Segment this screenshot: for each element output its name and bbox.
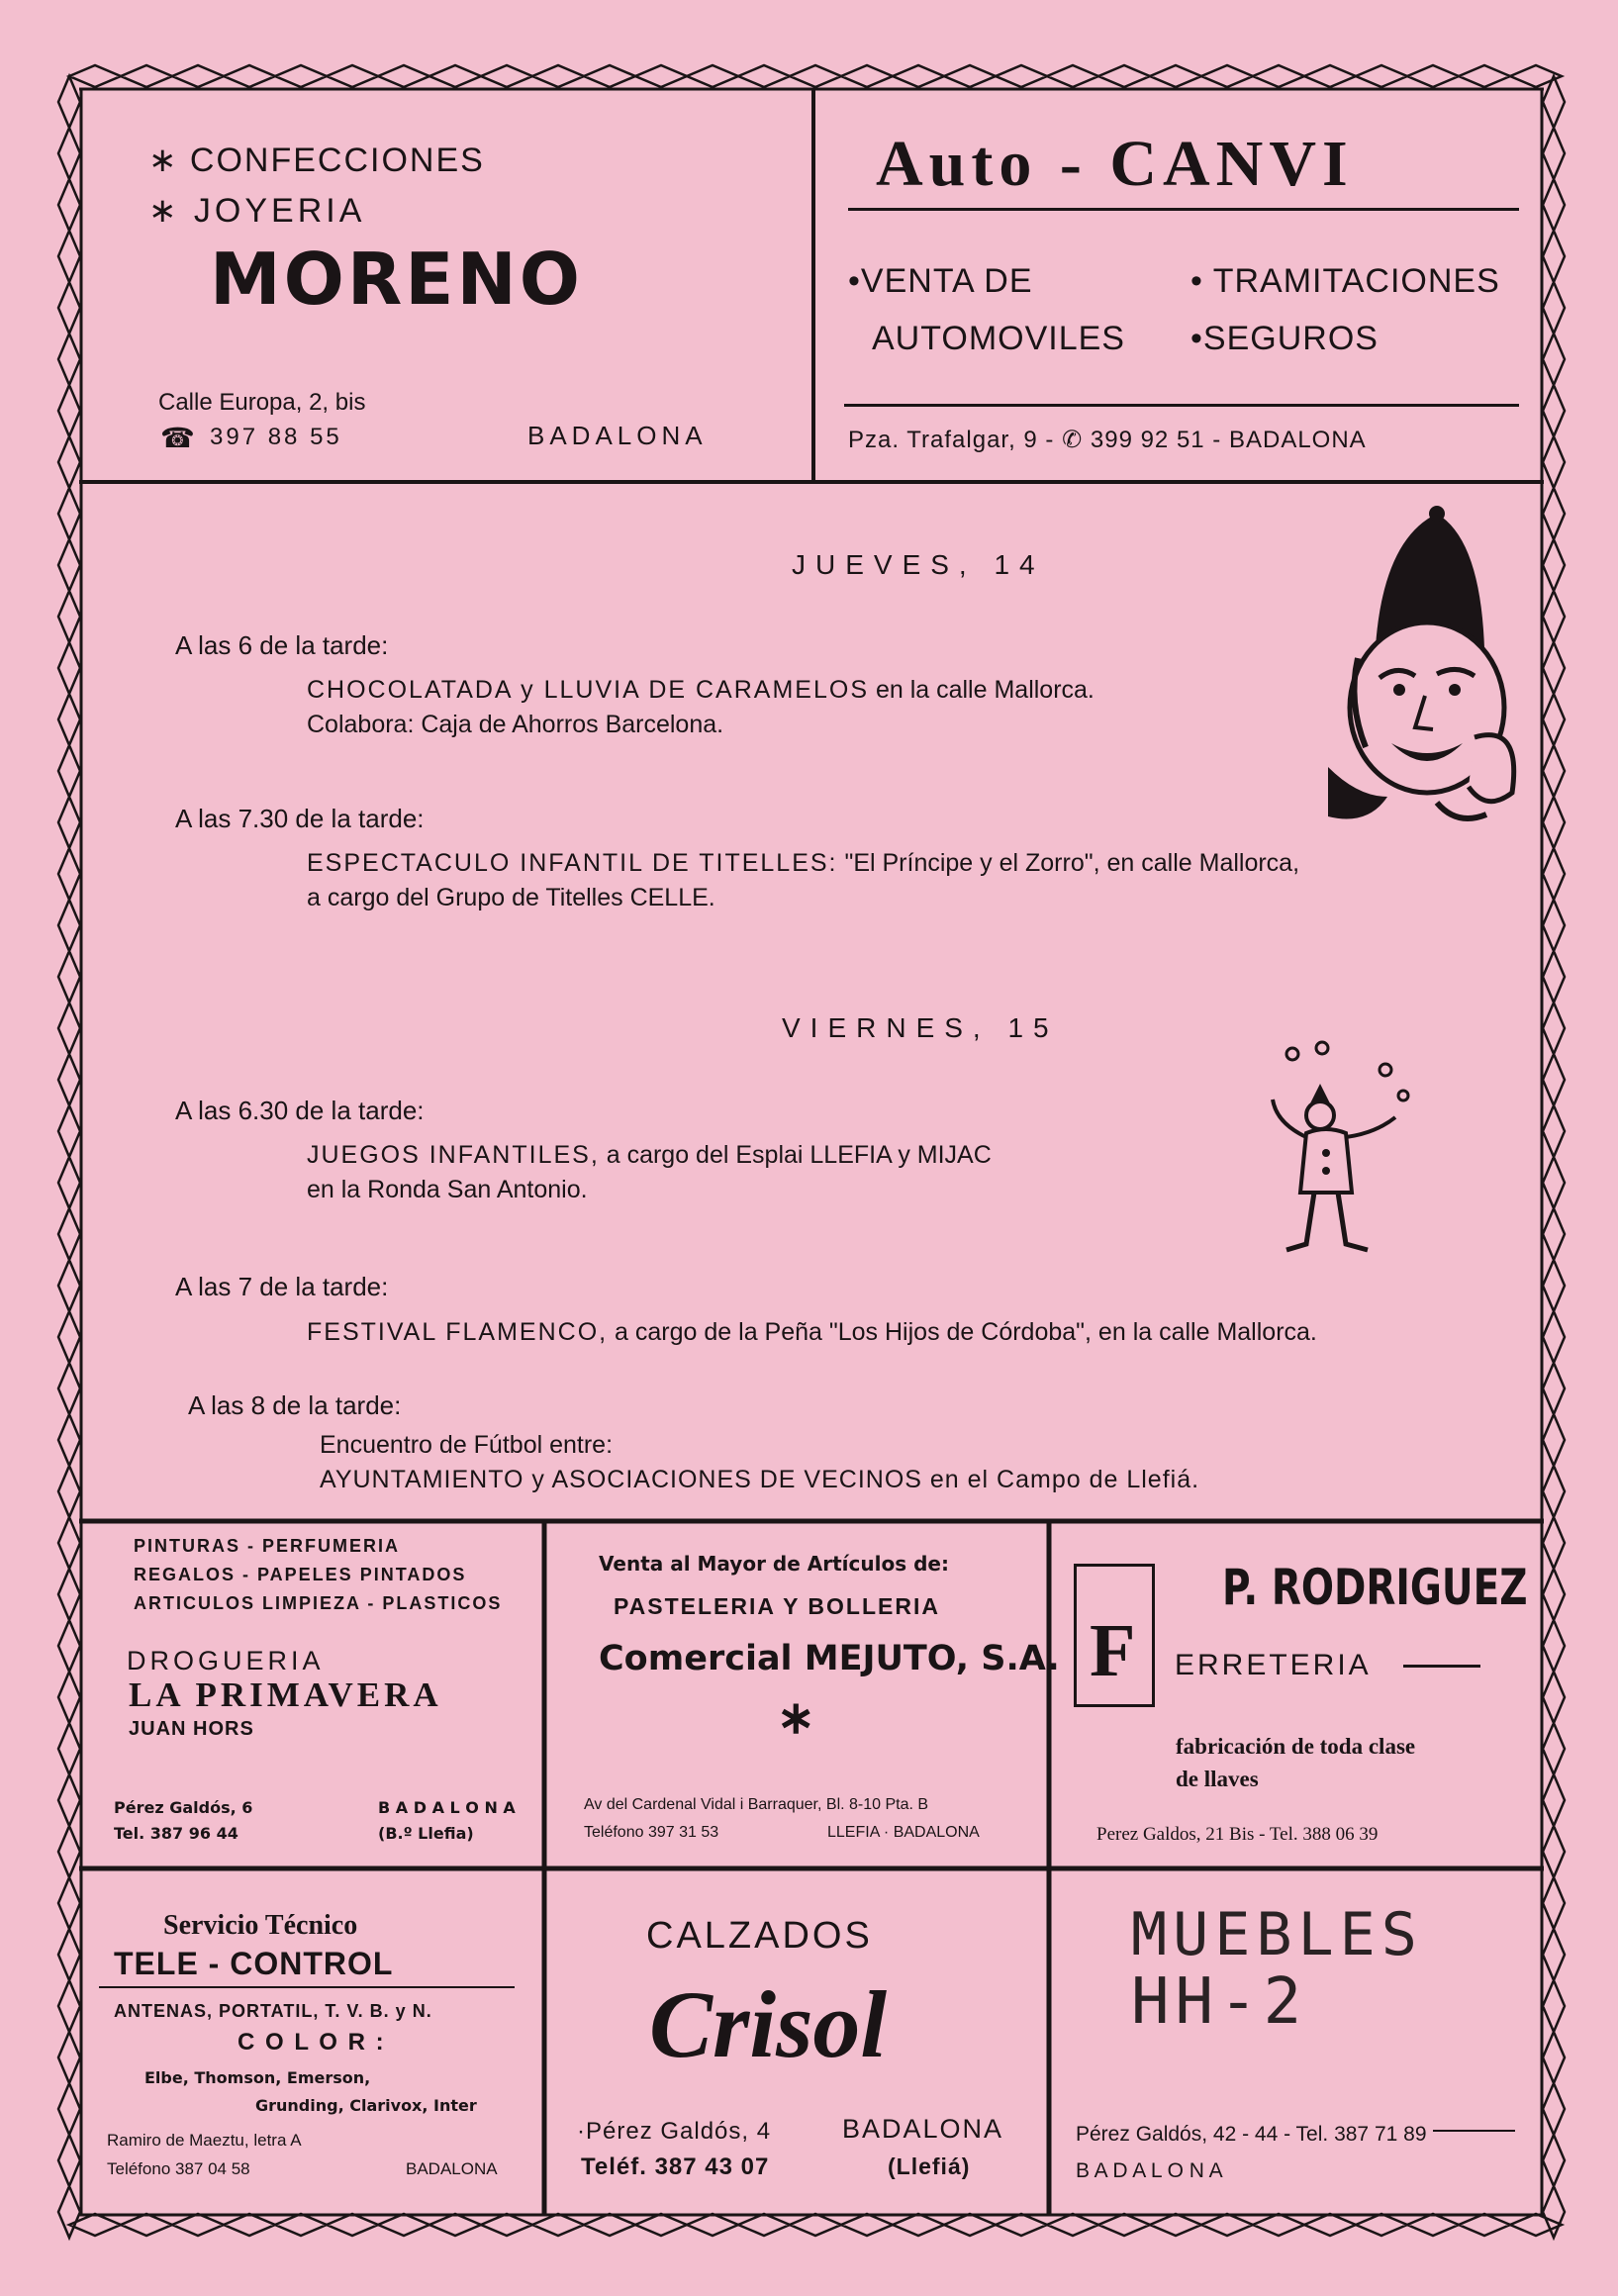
ad-moreno bbox=[79, 79, 811, 480]
moreno-phone: 397 88 55 bbox=[210, 424, 342, 450]
event-time: A las 6.30 de la tarde: bbox=[175, 1096, 425, 1125]
canvi-name: Auto - CANVI bbox=[876, 128, 1354, 200]
telecontrol-city: BADALONA bbox=[406, 2159, 498, 2178]
telecontrol-line6: Grunding, Clarivox, Inter bbox=[255, 2096, 477, 2115]
canvi-item-tramitaciones: • TRAMITACIONES bbox=[1190, 262, 1500, 300]
event-title bbox=[320, 1431, 613, 1460]
canvi-item-venta: •VENTA DE bbox=[848, 262, 1033, 300]
event-title-caps: ESPECTACULO INFANTIL DE TITELLES: bbox=[307, 849, 838, 877]
program-section bbox=[79, 485, 1549, 1519]
event-title-caps: CHOCOLATADA y LLUVIA DE CARAMELOS bbox=[307, 676, 869, 704]
rodriguez-word: ERRETERIA bbox=[1175, 1649, 1372, 1681]
event-title-rest: Encuentro de Fútbol entre: bbox=[320, 1431, 614, 1459]
telecontrol-name: TELE - CONTROL bbox=[114, 1946, 394, 1981]
rodriguez-rule bbox=[1403, 1665, 1480, 1668]
event-title-rest: a cargo del Esplai LLEFIA y MIJAC bbox=[599, 1141, 992, 1169]
canvi-address: Pza. Trafalgar, 9 - ✆ 399 92 51 - BADALONA bbox=[848, 427, 1367, 453]
rodriguez-name: P. RODRIGUEZ bbox=[1222, 1559, 1528, 1616]
mejuto-star: ∗ bbox=[777, 1691, 815, 1743]
ad-mejuto bbox=[547, 1524, 1060, 1866]
mejuto-tel: Teléfono 397 31 53 bbox=[584, 1824, 719, 1841]
mejuto-name: Comercial MEJUTO, S.A. bbox=[599, 1639, 1060, 1678]
ad-muebles-hh2 bbox=[1052, 1870, 1549, 2222]
rodriguez-desc1: fabricación de toda clase bbox=[1176, 1734, 1416, 1759]
telecontrol-line3: ANTENAS, PORTATIL, T. V. B. y N. bbox=[114, 2001, 432, 2021]
primavera-address: Pérez Galdós, 6 bbox=[114, 1798, 253, 1817]
muebles-address: Pérez Galdós, 42 - 44 - Tel. 387 71 89 bbox=[1076, 2123, 1433, 2147]
moreno-name: MORENO bbox=[210, 238, 583, 321]
ad-la-primavera bbox=[79, 1524, 542, 1866]
canvi-item-automoviles: AUTOMOVILES bbox=[872, 320, 1125, 357]
ad-ferreteria-rodriguez bbox=[1052, 1524, 1549, 1866]
telecontrol-line1: Servicio Técnico bbox=[163, 1910, 358, 1941]
event-title bbox=[307, 1141, 992, 1170]
primavera-line1: PINTURAS - PERFUMERIA bbox=[134, 1536, 401, 1556]
event-time: A las 6 de la tarde: bbox=[175, 630, 389, 660]
ad-auto-canvi bbox=[816, 79, 1549, 480]
moreno-line-joyeria: ∗ JOYERIA bbox=[148, 192, 366, 230]
telecontrol-line4: C O L O R : bbox=[238, 2029, 386, 2056]
ad-calzados-crisol bbox=[547, 1870, 1047, 2222]
mejuto-address: Av del Cardenal Vidal i Barraquer, Bl. 8-10 Pta. B bbox=[584, 1796, 929, 1813]
mejuto-line1: Venta al Mayor de Artículos de: bbox=[599, 1552, 949, 1576]
rodriguez-initial: F bbox=[1090, 1609, 1136, 1692]
event-title bbox=[307, 1318, 1317, 1347]
telecontrol-tel: Teléfono 387 04 58 bbox=[107, 2159, 250, 2178]
event-title bbox=[307, 676, 1095, 705]
mejuto-line2: PASTELERIA Y BOLLERIA bbox=[614, 1593, 940, 1619]
rodriguez-address: Perez Galdos, 21 Bis - Tel. 388 06 39 bbox=[1096, 1824, 1379, 1845]
event-time: A las 7 de la tarde: bbox=[175, 1272, 389, 1301]
mejuto-city: LLEFIA · BADALONA bbox=[827, 1824, 980, 1841]
ad-tele-control bbox=[79, 1870, 542, 2222]
moreno-address: Calle Europa, 2, bis bbox=[158, 389, 366, 416]
canvi-item-seguros: •SEGUROS bbox=[1190, 320, 1379, 357]
event-title-rest: "El Príncipe y el Zorro", en calle Mallorca, bbox=[837, 849, 1300, 877]
clown-face-illustration bbox=[1288, 500, 1546, 826]
day-heading-jueves: JUEVES, 14 bbox=[792, 549, 1045, 580]
event-detail: Colabora: Caja de Ahorros Barcelona. bbox=[307, 711, 724, 738]
primavera-line3: ARTICULOS LIMPIEZA - PLASTICOS bbox=[134, 1593, 503, 1613]
primavera-city: B A D A L O N A bbox=[378, 1798, 516, 1817]
canvi-rule-top bbox=[848, 208, 1519, 211]
crisol-tel: Teléf. 387 43 07 bbox=[581, 2153, 770, 2180]
moreno-line-confecciones: ∗ CONFECCIONES bbox=[148, 142, 485, 179]
primavera-tel: Tel. 387 96 44 bbox=[114, 1824, 238, 1843]
telecontrol-line5: Elbe, Thomson, Emerson, bbox=[144, 2068, 371, 2087]
event-detail: AYUNTAMIENTO y ASOCIACIONES DE VECINOS en el Campo de Llefiá. bbox=[320, 1466, 1200, 1493]
event-title-rest: a cargo de la Peña "Los Hijos de Córdoba", en la calle Mallorca. bbox=[608, 1318, 1317, 1346]
rodriguez-desc2: de llaves bbox=[1176, 1767, 1259, 1791]
muebles-line2: HH-2 bbox=[1131, 1965, 1308, 2039]
crisol-address: ·Pérez Galdós, 4 bbox=[577, 2118, 772, 2145]
crisol-name: Crisol bbox=[649, 1971, 888, 2077]
crisol-city: BADALONA bbox=[842, 2114, 1004, 2144]
crisol-area: (Llefiá) bbox=[888, 2153, 971, 2179]
juggler-clown-illustration bbox=[1237, 1034, 1475, 1272]
day-heading-viernes: VIERNES, 15 bbox=[782, 1012, 1059, 1043]
phone-icon: ☎ bbox=[160, 423, 195, 453]
event-title-rest: en la calle Mallorca. bbox=[869, 676, 1095, 704]
muebles-line1: MUEBLES bbox=[1131, 1900, 1423, 1969]
event-detail: en la Ronda San Antonio. bbox=[307, 1176, 588, 1203]
canvi-rule-bottom bbox=[844, 404, 1519, 407]
event-time: A las 7.30 de la tarde: bbox=[175, 804, 425, 833]
event-detail: a cargo del Grupo de Titelles CELLE. bbox=[307, 884, 715, 911]
moreno-city: BADALONA bbox=[527, 421, 708, 450]
primavera-owner: JUAN HORS bbox=[129, 1718, 254, 1740]
primavera-name: LA PRIMAVERA bbox=[129, 1675, 442, 1714]
event-title bbox=[307, 849, 1299, 878]
primavera-drogueria: DROGUERIA bbox=[127, 1646, 325, 1675]
telecontrol-address: Ramiro de Maeztu, letra A bbox=[107, 2131, 302, 2150]
primavera-line2: REGALOS - PAPELES PINTADOS bbox=[134, 1565, 467, 1584]
crisol-title: CALZADOS bbox=[646, 1915, 873, 1957]
primavera-area: (B.º Llefia) bbox=[378, 1824, 474, 1843]
event-title-caps: JUEGOS INFANTILES, bbox=[307, 1141, 600, 1169]
telecontrol-rule bbox=[99, 1986, 515, 1988]
event-time: A las 8 de la tarde: bbox=[188, 1390, 402, 1420]
event-title-caps: FESTIVAL FLAMENCO, bbox=[307, 1318, 609, 1346]
muebles-city: B A D A L O N A bbox=[1076, 2159, 1223, 2182]
